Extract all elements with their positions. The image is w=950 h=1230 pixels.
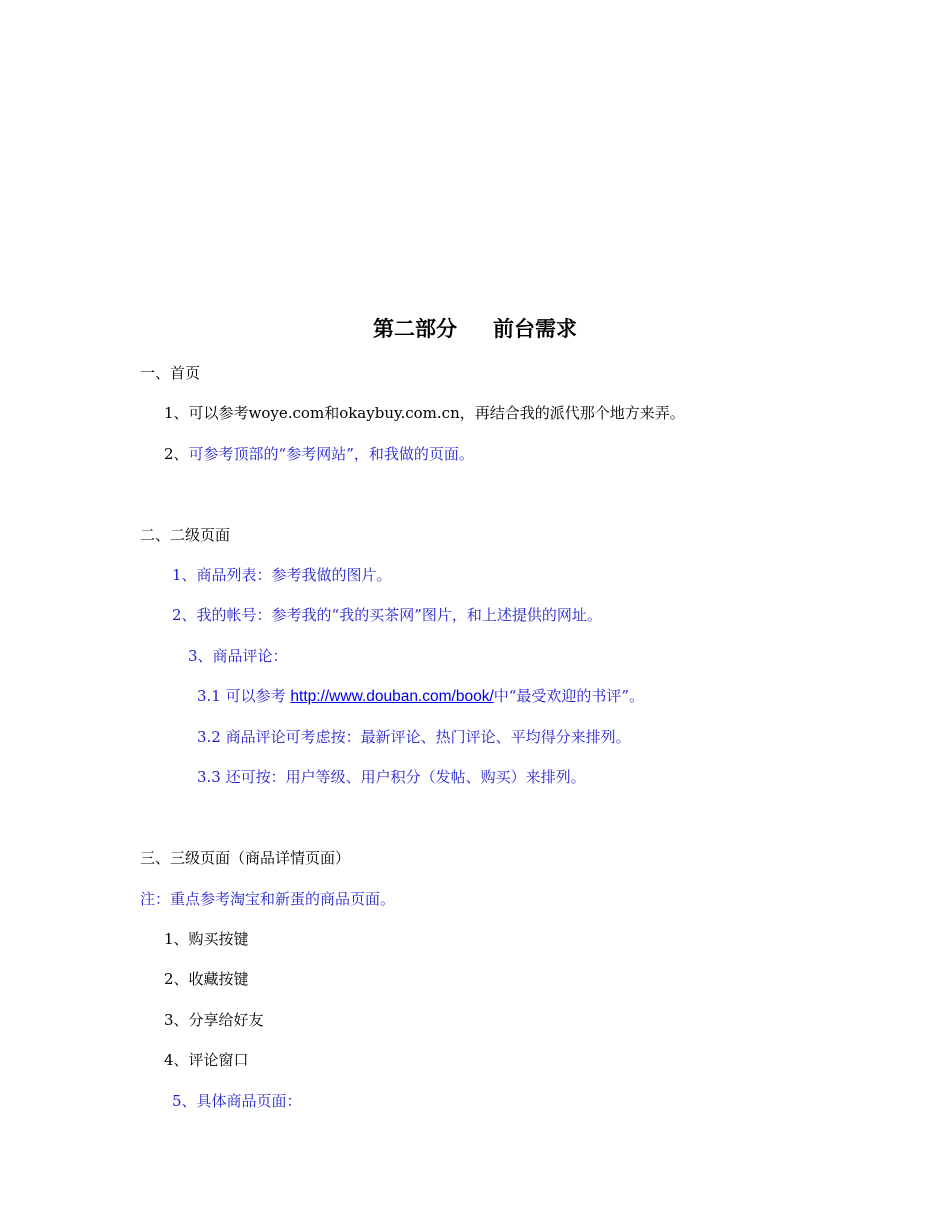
review-subitem-3-3: 3.3 还可按：用户等级、用户积分（发帖、购买）来排列。 — [197, 768, 586, 786]
review-subitem-3-2: 3.2 商品评论可考虑按：最新评论、热门评论、平均得分来排列。 — [197, 728, 631, 746]
review-subitem-3-1 — [197, 685, 644, 708]
douban-book-link[interactable]: http://www.douban.com/book/ — [290, 688, 494, 705]
section-heading-third-level: 三、三级页面（商品详情页面） — [140, 849, 351, 867]
section-heading-second-level: 二、二级页面 — [140, 526, 231, 544]
homepage-item-2-number: 2、 — [164, 445, 189, 463]
third-level-note: 注：重点参考淘宝和新蛋的商品页面。 — [140, 890, 396, 908]
section-heading-homepage: 一、首页 — [140, 364, 201, 382]
second-level-item-3: 3、商品评论： — [188, 647, 288, 665]
review-subitem-3-1-prefix: 3.1 可以参考 — [197, 687, 286, 705]
third-level-item-5: 5、具体商品页面： — [172, 1092, 302, 1110]
title-part: 第二部分 — [373, 317, 457, 341]
homepage-item-2-text: 可参考顶部的“参考网站”，和我做的页面。 — [188, 445, 474, 463]
page-title — [0, 314, 950, 344]
third-level-item-1: 1、购买按键 — [164, 930, 249, 948]
second-level-item-2: 2、我的帐号：参考我的“我的买茶网”图片，和上述提供的网址。 — [172, 606, 602, 624]
third-level-item-2: 2、收藏按键 — [164, 970, 249, 988]
homepage-item-1: 1、可以参考woye.com和okaybuy.com.cn，再结合我的派代那个地方来弄。 — [164, 404, 685, 422]
second-level-item-1: 1、商品列表：参考我做的图片。 — [172, 566, 392, 584]
third-level-item-4: 4、评论窗口 — [164, 1051, 249, 1069]
homepage-item-2 — [164, 443, 474, 465]
third-level-item-3: 3、分享给好友 — [164, 1011, 264, 1029]
title-name: 前台需求 — [493, 317, 577, 341]
review-subitem-3-1-suffix: 中“最受欢迎的书评”。 — [493, 687, 645, 705]
